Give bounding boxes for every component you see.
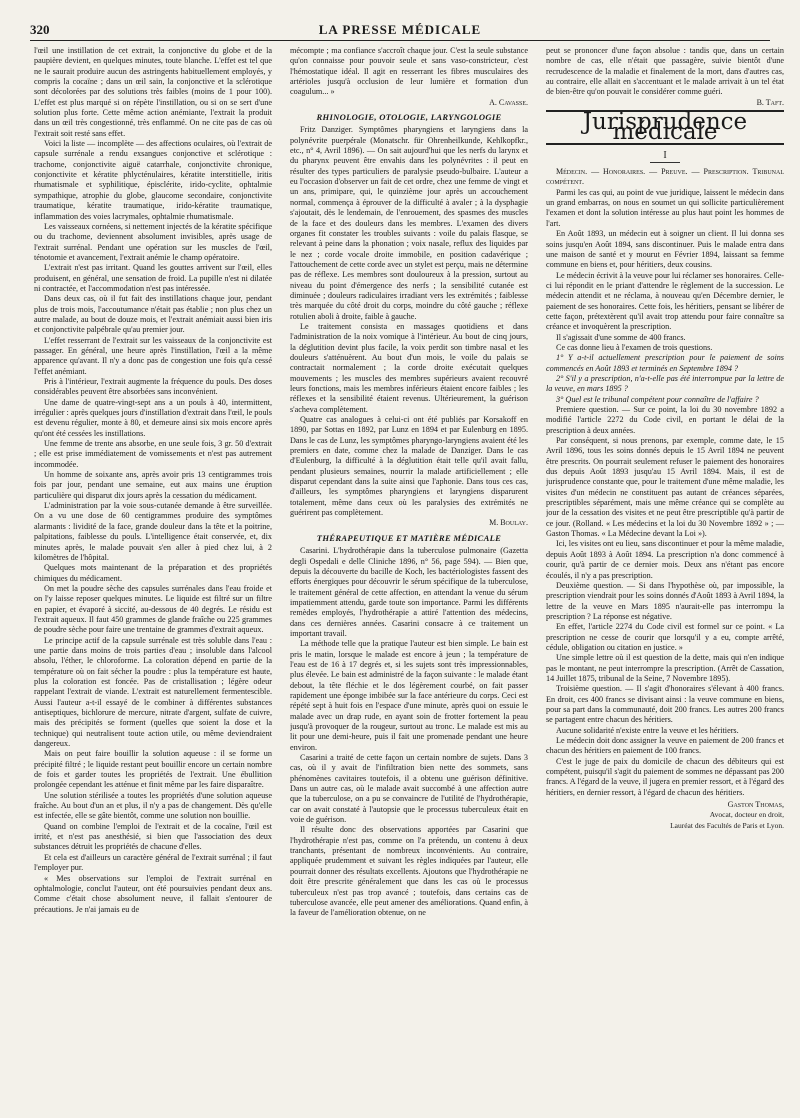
paragraph: Deuxième question. — Si dans l'hypothèse où, par impossible, la prescription viendrait pour les soins donnés d'Août 1893 à Avril 1894, la lettre de la veuve en Mars 1895 n'aurait-elle pas interrompu la prescription ? La réponse est négative.	[546, 580, 784, 621]
journal-title: LA PRESSE MÉDICALE	[318, 22, 482, 37]
paragraph: Le médecin doit donc assigner la veuve en paiement de 200 francs et chacun des héritiers en paiement de 100 francs.	[546, 736, 784, 756]
paragraph: Le traitement consista en massages quotidiens et dans l'administration de la noix vomique à l'intérieur. Au bout de cinq jours, la déglutition devint plus facile, la voix perdit son timbre nasal et les douleurs s'atténuèrent. Au bout d'un mois, le voile du palais se contractait normalement ; la corde droite exécutait quelques mouvements ; les muscles des membres supérieurs avaient recouvré leurs fonctions, mais les membres inférieurs étaient encore faibles ; les réflexes et la sensibilité étaient revenus. Ultérieurement, la guérison s'acheva complètement.	[290, 321, 528, 414]
paragraph: Quatre cas analogues à celui-ci ont été publiés par Korsakoff en 1890, par Sottas en 1892, par Lunz en 1894 et par Eulenburg en 1895. Dans le cas de Lunz, les symptômes pharyngo-laryngiens avaient été les premiers en date, comme chez la malade de Danziger. Dans le cas d'Eulenburg, la difficulté à la déglutition était telle qu'il avait fallu, pendant plusieurs semaines, nourrir la malade artificiellement ; elle disparut cependant dans la suite ainsi que l'aphonie. Dans tous ces cas, d'ailleurs, les symptômes pharyngiens et laryngiens disparurent totalement, même dans ceux où les paralysies des extrémités ne guérirent pas complètement.	[290, 415, 528, 518]
section-heading: Jurisprudence médicale	[546, 110, 784, 145]
paragraph: Parmi les cas qui, au point de vue juridique, laissent le médecin dans un grand embarras, on nous en soumet un qui sollicite particulièrement l'examen et dont la solution intéresse au plus haut point les hommes de l'art.	[546, 187, 784, 228]
column-3	[546, 46, 784, 1091]
paragraph: 2° S'il y a prescription, n'a-t-elle pas été interrompue par la lettre de la veuve, en mars 1895 ?	[546, 373, 784, 394]
author-signature: A. Cavasse.	[489, 97, 528, 107]
paragraph: Pris à l'intérieur, l'extrait augmente la fréquence du pouls. Des doses considérables peuvent être absorbées sans inconvénient.	[34, 377, 272, 397]
paragraph: Mais on peut faire bouillir la solution aqueuse : il se forme un précipité filtré ; le liquide restant peut bouillir encore un certain nombre de fois et garder toutes les propriétés de l'extrait. Une ébullition prolongée cependant les atténue et finit même par les faire disparaître.	[34, 749, 272, 790]
paragraph: Ce cas donne lieu à l'examen de trois questions.	[556, 342, 713, 352]
paragraph: 3° Quel est le tribunal compétent pour connaître de l'affaire ?	[556, 394, 759, 404]
paragraph: On met la poudre sèche des capsules surrénales dans l'eau froide et on l'y laisse reposer quelques minutes. Le liquide est filtré sur un filtre en papier, et évaporé à siccité, au-dessous de 40 degrés. Le résidu est l'extrait aqueux. Il faut 450 grammes de glande fraîche ou 225 grammes de poudre sèche pour faire une trentaine de grammes d'extrait aqueux.	[34, 583, 272, 635]
paragraph: Premiere question. — Sur ce point, la loi du 30 novembre 1892 a modifié l'article 2272 du Code civil, en portant le délai de la prescription à deux années.	[546, 405, 784, 435]
author-affiliation: Avocat, docteur en droit,	[709, 810, 784, 820]
paragraph: Une dame de quatre-vingt-sept ans a un pouls à 40, intermittent, irrégulier : après quelques jours d'instillation d'extrait dans l'œil, le pouls est devenu régulier, monte à 80, et demeure ainsi six mois encore après qu'ont été cessées les instillations.	[34, 397, 272, 438]
paragraph: Il résulte donc des observations apportées par Casarini que l'hydrothérapie n'est pas, comme on l'a prétendu, un contenu à deux tranchants, présentant de nombreux inconvénients. Au contraire, appliquée prudemment et suivant les règles indiquées par l'auteur, elle pourrait donner des résultats excellents. Ajoutons que l'hydrothérapie ne doit être prescrite généralement que dans les cas où le processus tuberculeux n'est pas trop avancé ; toutefois, dans certains cas de tuberculose avancée, elle peut amener des améliorations. Quand enfin, à la faveur de l'amélioration obtenue, on ne	[290, 825, 528, 918]
paragraph: « Mes observations sur l'emploi de l'extrait surrénal en ophtalmologie, conclut l'auteur, ont été poursuivies pendant deux ans. Comme c'était chose absolument neuve, il fallait s'entourer de précautions. Je n'ai jamais eu de	[34, 873, 272, 914]
page-header	[30, 22, 770, 38]
paragraph: La méthode telle que la pratique l'auteur est bien simple. Le bain est pris le matin, lorsque le malade est encore à jeun ; la température de l'eau est de 16 à 17 degrés et, si les sujets sont très impressionnables, plus élevée. Le bain est administré de la façon suivante : le malade étant debout, la tête fléchie et le dos légèrement courbé, on fait passer rapidement une éponge imbibée sur la face antérieure du corps. Ceci est répété sept à huit fois en l'espace d'une minute, après quoi on essuie le malade avec un drap rude, en ayant soin de frotter fortement la peau jusqu'à provoquer de la rougeur, surtout au tronc. Le malade est mis au lit pour une demi-heure, puis il fait une promenade pendant une heure environ.	[290, 639, 528, 752]
paragraph: L'extrait n'est pas irritant. Quand les gouttes arrivent sur l'œil, elles produisent, en général, une sensation de froid. La pupille n'est ni dilatée ni contractée, et l'accommodation n'est pas intéressée.	[34, 263, 272, 293]
section-title: RHINOLOGIE, OTOLOGIE, LARYNGOLOGIE	[316, 112, 502, 123]
author-signature: M. Boulay.	[489, 518, 528, 528]
paragraph: Fritz Danziger. Symptômes pharyngiens et laryngiens dans la polynévrite puerpérale (Monatschr. für Ohrenheilkunde, Kehlkopfkr., etc., n° 4, Avril 1896). — On sait aujourd'hui que les nerfs du larynx et du pharynx peuvent être envahis dans les polynévrites : il peut en résulter des types particuliers de paralysie pseudo-bulbaire. L'auteur a eu l'occasion d'observer un fait de cet ordre, chez une femme de vingt et un ans, primipare, qui, le quinzième jour après un accouchement normal, commença à éprouver de la difficulté à avaler ; à la dysphagie s'ajoutait, dès le lendemain, de l'enrouement, des spasmes des muscles de la face et des douleurs dans les membres. L'examen des divers organes fit constater les troubles suivants : voile du palais flasque, se relevant à peine dans la phonation ; voix nasale, reflux des liquides par le nez ; corde vocale droite immobile, en position cadavérique ; l'attouchement de cette corde avec un stylet est perçu, mais ne détermine pas de réflexe. Les membres sont douloureux à la pression, surtout au niveau du point d'émergence des nerfs ; la sensibilité cutanée est diminuée ; douleurs radiculaires irradiant vers les extrémités ; faiblesse très marquée du côté droit du corps, moindre du côté gauche ; réflexe rotulien aboli à droite, faible à gauche.	[290, 125, 528, 321]
paragraph: L'administration par la voie sous-cutanée demande à être surveillée. On a vu une dose de 60 centigrammes produire des symptômes alarmants : lividité de la face, grande douleur dans la tête et la poitrine, palpitations, faiblesse du pouls. L'intelligence était conservée, et, dix minutes après, le malade pouvait s'en aller à pied chez lui, à 2 kilomètres de l'hôpital.	[34, 501, 272, 562]
paragraph: Casarini a traité de cette façon un certain nombre de sujets. Dans 3 cas, où il y avait de l'infiltration bien nette des sommets, sans phénomènes cavitaires toutefois, il a obtenu une guérison définitive. Dans un autre cas, où le malade avait succombé à une affection autre que la tuberculose, on a pu se convaincre de l'utilité de l'hydrothérapie, car on avait constaté à l'autopsie que le processus tuberculeux était en voie de guérison.	[290, 753, 528, 825]
paragraph: Le médecin écrivit à la veuve pour lui réclamer ses honoraires. Celle-ci lui répondit en le priant d'attendre le règlement de la succession. Le médecin attendit et ne réclama, à nouveau qu'en Décembre dernier, le paiement de ses honoraires. Cette fois, les héritiers, pensant se libérer de cette façon, prétextèrent qu'il avait trop attendu pour faire connaître sa créance et invoquèrent la prescription.	[546, 270, 784, 332]
paragraph: Quand on combine l'emploi de l'extrait et de la cocaïne, l'œil est irrité, et n'est pas anesthésié, si bien que l'association des deux substances détruit les propriétés de chacune d'elles.	[34, 821, 272, 852]
paragraph: Par conséquent, si nous prenons, par exemple, comme date, le 15 Avril 1896, tous les soins donnés depuis le 15 Avril 1894 ne peuvent être prescrits. On pourrait seulement refuser le paiement des honoraires dus depuis Août 1893 jusqu'au 15 Avril 1894. Mais, il est de jurisprudence constante que, pour le traitement d'une même maladie, les visites d'un médecin ne constituent pas autant de créances séparées, prescriptibles séparément, mais une même créance qui se complète au jour de la cessation des visites et ne peut être prescriptible qu'à partir de ce jour. (Rolland. « Les médecins et la loi du 30 Novembre 1892 » ; — Gaston Thomas. « La Médecine devant la Loi »).	[546, 436, 784, 539]
paragraph: mécompte ; ma confiance s'accroît chaque jour. C'est la seule substance qu'on connaisse pour pouvoir seule et sans vaso-constricteur, c'est l'hémostatique idéal. Il agit en resserrant les fibres musculaires des artérioles jusqu'à occlusion de leur lumière et formation d'un coagulum... »	[290, 46, 528, 97]
paragraph: 1° Y a-t-il actuellement prescription pour le paiement de soins commencés en Août 1893 et terminés en Septembre 1894 ?	[546, 353, 784, 373]
paragraph: peut se prononcer d'une façon absolue : tandis que, dans un certain nombre de cas, elle n'était que passagère, suivie bientôt d'une recrudescence de la maladie et finalement de la mort, dans d'autres cas, au contraire, elle allait en s'accentuant et le malade arrivait à un tel état de bien-être qu'on pouvait le considérer comme guéri.	[546, 46, 784, 97]
paragraph: Le principe actif de la capsule surrénale est très soluble dans l'eau : une partie dans moins de trois parties d'eau ; insoluble dans l'alcool absolu, l'éther, le chloroforme. La coloration dépend en partie de la température où on fait sécher la poudre : plus la température est haute, plus la coloration est foncée. Pas de cristallisation ; légère odeur rappelant l'extrait de viande. L'extrait est naturellement fermentescible. Aussi l'auteur a-t-il essayé de le combiner à différentes substances antiseptiques, bichlorure de mercure, nitrate d'argent, sulfate de cuivre, mais des précipités se forment (quelles que soient la dose et la technique) qui neutralisent toute action utile, ou même deviendraient dangereux.	[34, 635, 272, 749]
paragraph: Il s'agissait d'une somme de 400 francs.	[556, 332, 686, 342]
section-title: THÉRAPEUTIQUE ET MATIÈRE MÉDICALE	[316, 532, 502, 543]
paragraph: Casarini. L'hydrothérapie dans la tuberculose pulmonaire (Gazetta degli Ospedali e delle Cliniche 1896, n° 56, page 594). — Bien que, depuis la découverte du bacille de Koch, les bactériologistes fassent des efforts énergiques pour découvrir le sérum spécifique de la tuberculose, le traitement général de cette affection, en attendant la venue du sérum impatiemment attendu, garde toute son importance. Parmi les différents remèdes employés, l'hydrothérapie a attiré l'attention des médecins, dans ces dernières années. Casarini consacre à ce traitement un important travail.	[290, 546, 528, 638]
author-signature: B. Taft.	[756, 97, 784, 107]
paragraph: Ici, les visites ont eu lieu, sans discontinuer et pour la même maladie, depuis Août 1893 à Août 1894. La prescription n'a donc commencé à courir, qu'à partir de ce dernier mois. Deux ans n'étant pas encore écoulés, il n'y a pas prescription.	[546, 539, 784, 580]
paragraph: l'œil une instillation de cet extrait, la conjonctive du globe et de la paupière devient, en quelques minutes, toute blanche. L'effet est tel que ne le saurait produire aucun des astringents habituellement employés, y compris la cocaïne ; dans un œil sain, la conjonctive et la sclérotique sont décolorées par des solutions très faibles (moins de 1 pour 100). L'effet est plus marqué si on répète l'instillation, ou si on se sert d'une solution plus forte. Cette même action anémiante, l'extrait la produit dans un œil très congestionné, très enflammé. On ne cite pas de cas où l'extrait soit resté sans effet.	[34, 46, 272, 138]
divider	[650, 162, 680, 163]
paragraph: En Août 1893, un médecin eut à soigner un client. Il lui donna ses soins jusqu'en Août 1894, sans discontinuer. Puis le malade entra dans une maison de santé et y mourut en Février 1894, laissant sa femme commune en biens et, pour héritiers, deux cousins.	[546, 229, 784, 270]
paragraph: Une solution stérilisée a toutes les propriétés d'une solution aqueuse fraîche. Au bout d'un an et plus, il n'y a pas de changement. Dès qu'elle est infectée, elle se gâte bientôt, comme une solution non bouillie.	[34, 790, 272, 821]
paragraph: En effet, l'article 2274 du Code civil est formel sur ce point. « La prescription ne cesse de courir que lorsqu'il y a eu, compte arrêté, cédule, obligation ou citation en justice. »	[546, 622, 784, 652]
column-2	[290, 46, 528, 1091]
paragraph: Aucune solidarité n'existe entre la veuve et les héritiers.	[556, 725, 739, 735]
author-affiliation: Lauréat des Facultés de Paris et Lyon.	[670, 820, 784, 830]
page-number: 320	[30, 22, 50, 37]
paragraph: C'est le juge de paix du domicile de chacun des débiteurs qui est compétent, puisqu'il s'agit du paiement de sommes ne dépassant pas 200 francs. A l'égard de la veuve, il jugera en premier ressort, et à l'égard des héritiers, en dernier ressort, à l'égard de chacun des héritiers.	[546, 756, 784, 797]
header-rule	[30, 40, 770, 41]
paragraph: Troisième question. — Il s'agit d'honoraires s'élevant à 400 francs. En droit, ces 400 francs se divisant ainsi : la veuve commune en biens, pour sa part dans la communauté, doit 200 francs. Les autres 200 francs se partagent entre chacun des héritiers.	[546, 684, 784, 725]
roman-numeral: I	[663, 149, 667, 161]
paragraph: Un homme de soixante ans, après avoir pris 13 centigrammes trois fois par jour, pendant une semaine, eut aux mains une éruption particulière qui disparut dix jours après la cessation du médicament.	[34, 470, 272, 500]
paragraph: Et cela est d'ailleurs un caractère général de l'extrait surrénal ; il faut l'employer pur.	[34, 852, 272, 873]
paragraph: Les vaisseaux cornéens, si nettement injectés de la kératite spécifique ou du trachome, deviennent absolument invisibles, après usage de l'extrait surrénal. Pendant une opération sur les muscles de l'œil, ténotomie et avancement, l'extrait anémie le champ opératoire.	[34, 221, 272, 262]
column-1	[34, 46, 272, 1091]
paragraph: Quelques mots maintenant de la préparation et des propriétés chimiques du médicament.	[34, 563, 272, 583]
case-heading: Médecin. — Honoraires. — Preuve. — Prescription. Tribunal compétent.	[546, 167, 784, 187]
paragraph: Dans deux cas, où il fut fait des instillations chaque jour, pendant plus de trois mois, l'accoutumance n'était pas établie ; non plus chez un autre malade, au bout de douze mois, et l'extrait anémiait aussi bien iris et conjonctivite palpébrale qu'au premier jour.	[34, 294, 272, 335]
paragraph: Une femme de trente ans absorbe, en une seule fois, 3 gr. 50 d'extrait ; elle est prise immédiatement de vomissements et n'est pas autrement incommodée.	[34, 439, 272, 469]
paragraph: L'effet resserrant de l'extrait sur les vaisseaux de la conjonctivite est passager. En général, une heure après l'instillation, l'œil a la même apparence qu'avant. Il n'y a donc pas de congestion une fois qu'a cessé l'effet anémiant.	[34, 335, 272, 376]
paragraph: Voici la liste — incomplète — des affections oculaires, où l'extrait de capsule surrénale a rendu exsangues conjonctive et sclérotique : trachome, conjonctivite aiguë catarrhale, conjonctivite chronique, conjonctivite et kératite phlycténulaires, kératite interstitielle, iritis rhumatismale et syphilitique, épisclérite, irido-cyclite, ophtalmie sympathique, atrophie du globe, glaucome secondaire, conjonctivite traumatique, kératite traumatique, irido-kératite traumatique, inflammation des voies lacrymales, ophtalmie rhumatismale.	[34, 139, 272, 221]
paragraph: Une simple lettre où il est question de la dette, mais qui n'en indique pas le montant, ne peut interrompre la prescription. (Arrêt de Cassation, 14 Juillet 1875, tribunal de la Seine, 7 Novembre 1895).	[546, 653, 784, 683]
author-signature: Gaston Thomas,	[727, 800, 784, 810]
